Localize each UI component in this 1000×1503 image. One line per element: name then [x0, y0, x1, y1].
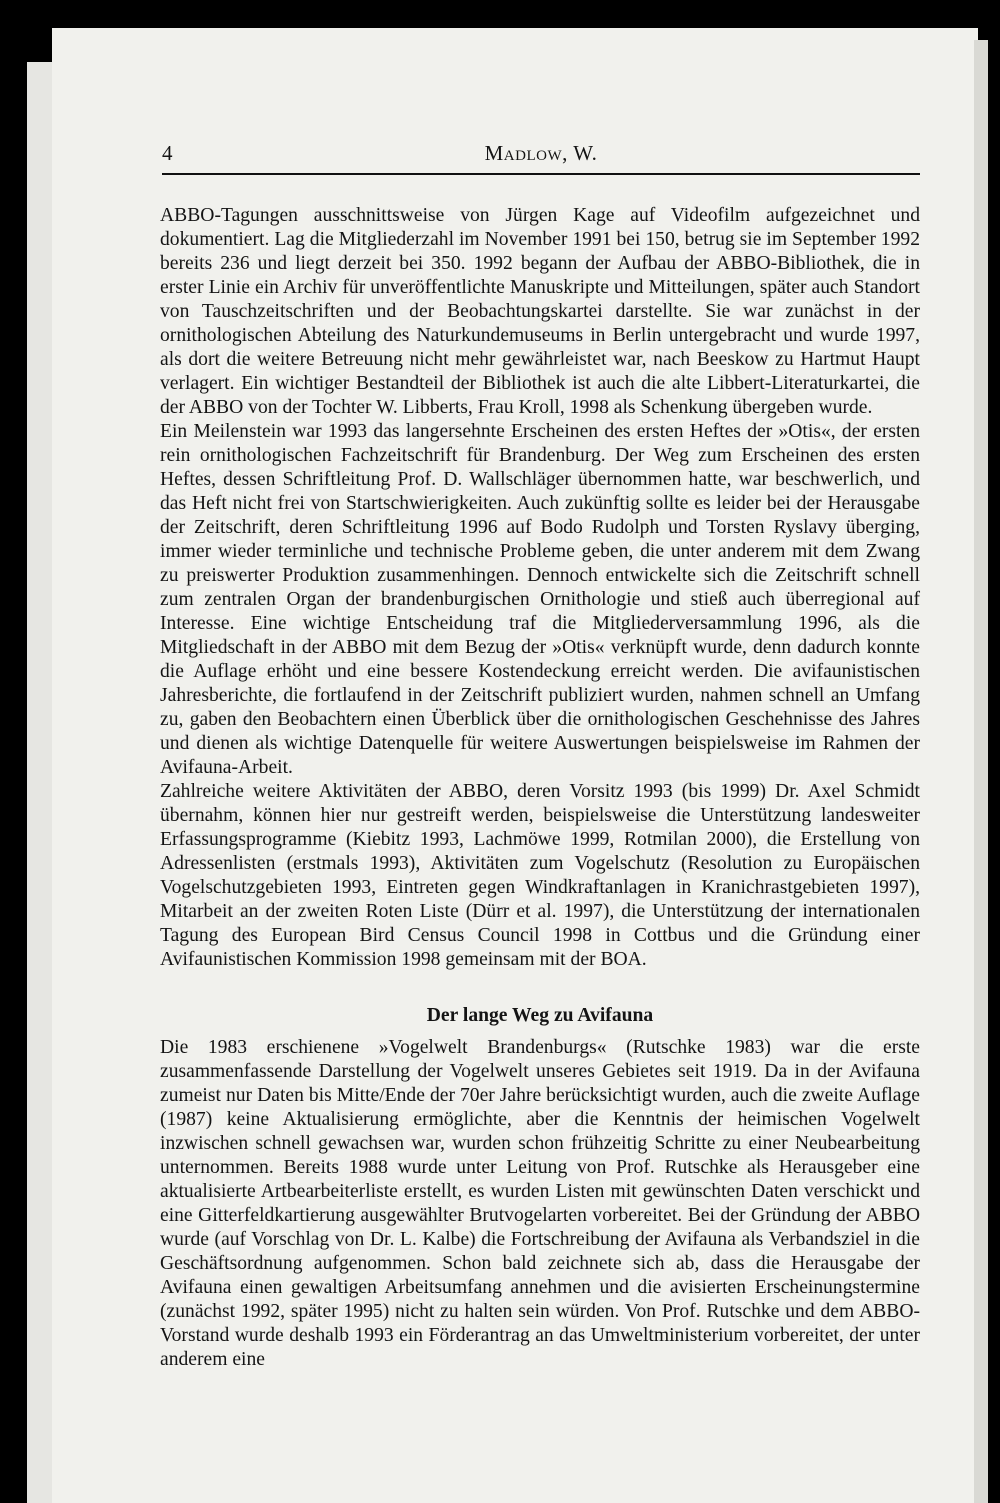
page-number: 4	[162, 141, 173, 165]
page-stack-edge	[974, 40, 988, 1503]
paragraph-library: ABBO-Tagungen ausschnittsweise von Jürgen Kage auf Videofilm aufgezeichnet und dokumentiert. Lag die Mitgliederzahl im November 1991 bei 150, betrug sie im September 1992 bereits 236 und liegt derzeit bei 350. 1992 begann der Aufbau der ABBO-Bibliothek, die in erster Linie ein Archiv für unveröffentlichte Manuskripte und Mitteilungen, später auch Standort von Tauschzeitschriften und der Beobachtungskartei darstellte. Sie war zunächst in der ornithologischen Abteilung des Naturkundemuseums in Berlin untergebracht und wurde 1997, als dort die weitere Betreuung nicht mehr gewährleistet war, nach Beeskow zu Hartmut Haupt verlagert. Ein wichtiger Bestandteil der Bibliothek ist auch die alte Libbert-Literaturkartei, die der ABBO von der Tochter W. Libberts, Frau Kroll, 1998 als Schenkung übergeben wurde.	[160, 205, 920, 418]
page-header	[162, 137, 920, 175]
article-body	[160, 204, 920, 1372]
paragraph-otis-journal: Ein Meilenstein war 1993 das langersehnte Erscheinen des ersten Heftes der »Otis«, der ersten rein ornithologischen Fachzeitschrift für Brandenburg. Der Weg zum Erscheinen des ersten Heftes, dessen Schriftleitung Prof. D. Wallschläger übernommen hatte, war beschwerlich, und das Heft nicht frei von Startschwierigkeiten. Auch zukünftig sollte es leider bei der Herausgabe der Zeitschrift, deren Schriftleitung 1996 auf Bodo Rudolph und Torsten Ryslavy überging, immer wieder terminliche und technische Probleme geben, die unter anderem mit dem Zwang zu preiswerter Produktion zusammenhingen. Dennoch entwickelte sich die Zeitschrift schnell zum zentralen Organ der brandenburgischen Ornithologie und stieß auch überregional auf Interesse. Eine wichtige Entscheidung traf die Mitgliederversammlung 1996, als die Mitgliedschaft in der ABBO mit dem Bezug der »Otis« verknüpft wurde, denn dadurch konnte die Auflage erhöht und eine bessere Kostendeckung erreicht werden. Die avifaunistischen Jahresberichte, die fortlaufend in der Zeitschrift publiziert wurden, nahmen schnell an Umfang zu, gaben den Beobachtern einen Überblick über die ornithologischen Geschehnisse des Jahres und dienen als wichtige Datenquelle für weitere Auswertungen beispielsweise im Rahmen der Avifauna-Arbeit.	[160, 421, 920, 778]
paragraph-activities: Zahlreiche weitere Aktivitäten der ABBO, deren Vorsitz 1993 (bis 1999) Dr. Axel Schmidt übernahm, können hier nur gestreift werden, beispielsweise die Unterstützung landesweiter Erfassungsprogramme (Kiebitz 1993, Lachmöwe 1999, Rotmilan 2000), die Erstellung von Adressenlisten (erstmals 1993), Aktivitäten zum Vogelschutz (Resolution zu Europäischen Vogelschutzgebieten 1993, Eintreten gegen Windkraftanlagen in Kranichrastgebieten 1997), Mitarbeit an der zweiten Roten Liste (Dürr et al. 1997), die Unterstützung der internationalen Tagung des European Bird Census Council 1998 in Cottbus und die Gründung einer Avifaunistischen Kommission 1998 gemeinsam mit der BOA.	[160, 781, 920, 970]
running-head: Madlow, W.	[484, 141, 598, 165]
section-heading: Der lange Weg zu Avifauna	[426, 1005, 654, 1026]
paragraph-avifauna: Die 1983 erschienene »Vogelwelt Brandenburgs« (Rutschke 1983) war die erste zusammenfassende Darstellung der Vogelwelt unseres Gebietes seit 1919. Da in der Avifauna zumeist nur Daten bis Mitte/Ende der 70er Jahre berücksichtigt wurden, auch die zweite Auflage (1987) keine Aktualisierung ermöglichte, aber die Kenntnis der heimischen Vogelwelt inzwischen schnell gewachsen war, wurden schon frühzeitig Schritte zu einer Neubearbeitung unternommen. Bereits 1988 wurde unter Leitung von Prof. Rutschke als Herausgeber eine aktualisierte Artbearbeiterliste erstellt, es wurden Listen mit gewünschten Daten verschickt und eine Gitterfeldkartierung ausgewählter Brutvogelarten vorbereitet. Bei der Gründung der ABBO wurde (auf Vorschlag von Dr. L. Kalbe) die Fortschreibung der Avifauna als Verbandsziel in die Geschäftsordnung aufgenommen. Schon bald zeichnete sich ab, dass die Herausgabe der Avifauna einen gewaltigen Arbeitsumfang annehmen und die avisierten Erscheinungstermine (zunächst 1992, später 1995) nicht zu halten sein würden. Von Prof. Rutschke und dem ABBO-Vorstand wurde deshalb 1993 ein Förderantrag an das Umweltministerium vorbereitet, der unter anderem eine	[160, 1037, 920, 1370]
